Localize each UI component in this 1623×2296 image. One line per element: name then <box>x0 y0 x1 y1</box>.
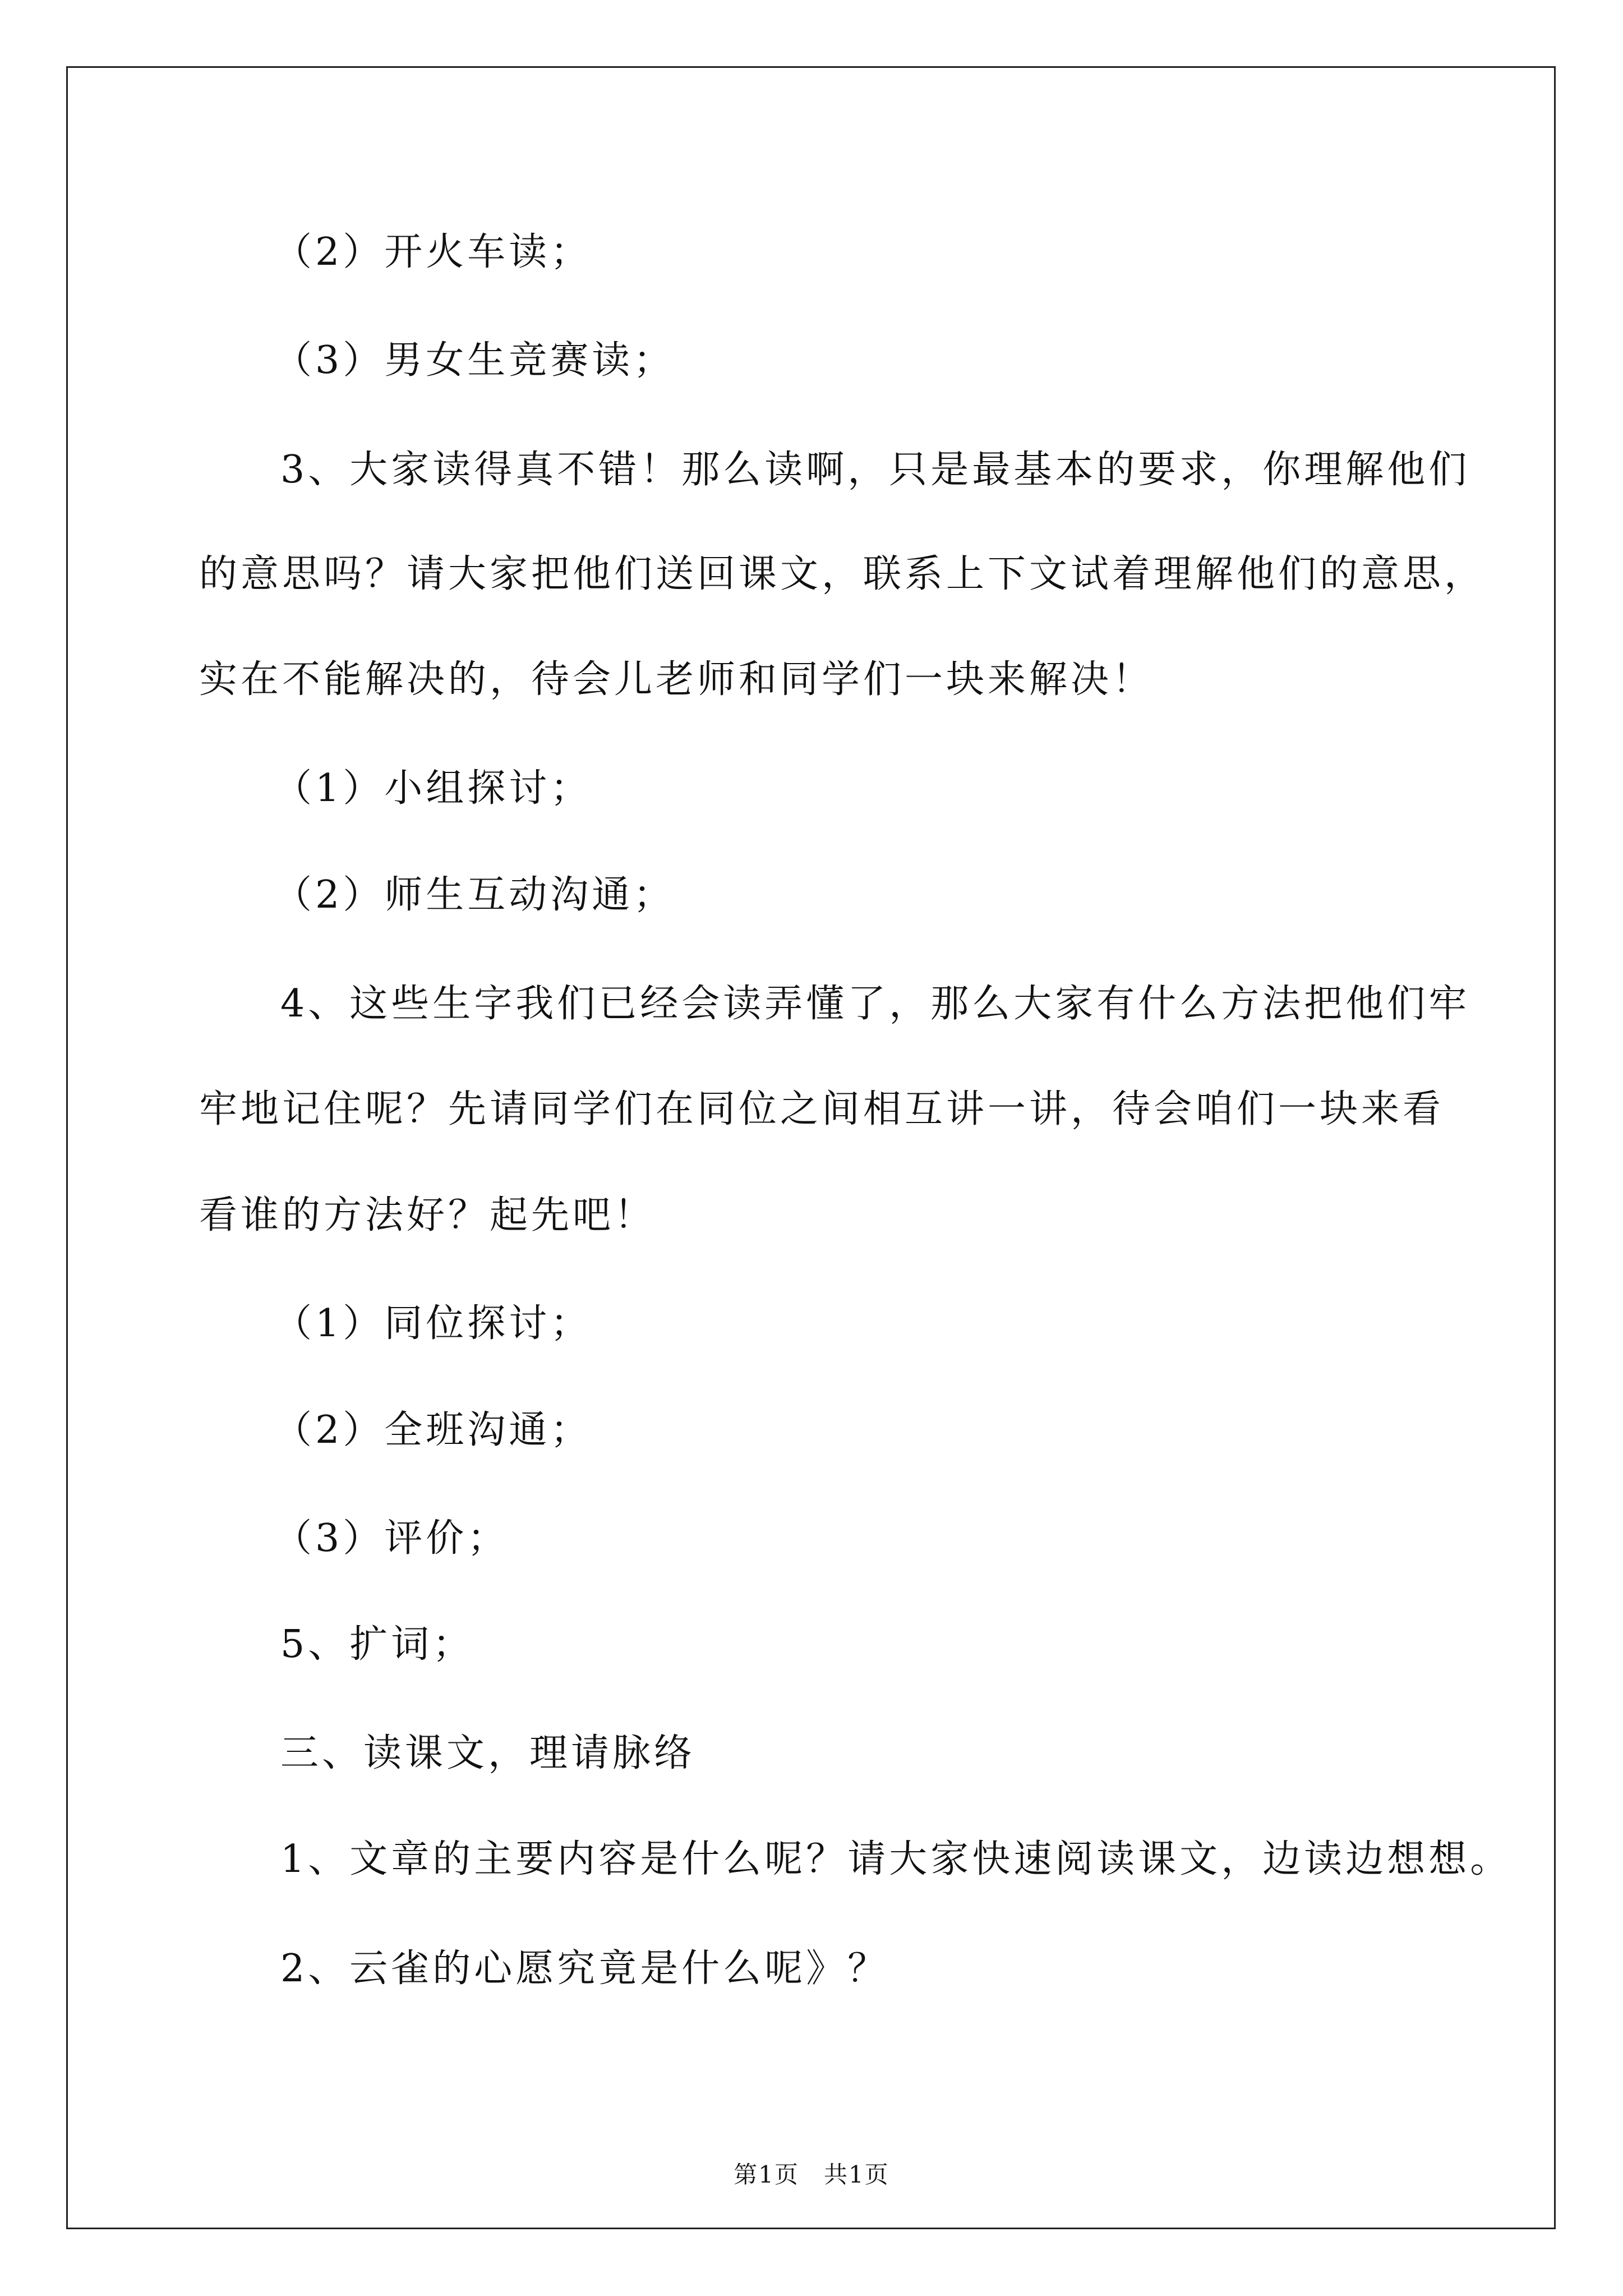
text-line: （1）同位探讨； <box>274 1301 592 1346</box>
text-line: （2）全班沟通； <box>274 1408 592 1452</box>
text-line: （1）小组探讨； <box>274 766 592 811</box>
section-heading: 三、读课文，理请脉络 <box>280 1731 696 1775</box>
text-line: 看谁的方法好？起先吧！ <box>199 1193 656 1237</box>
text-line: （3）评价； <box>274 1516 509 1561</box>
text-line: 的意思吗？请大家把他们送回课文，联系上下文试着理解他们的意思， <box>199 552 1486 596</box>
page-border <box>66 66 1556 2229</box>
page-number-footer: 第1页 共1页 <box>734 2161 889 2188</box>
text-line: 实在不能解决的，待会儿老师和同学们一块来解决！ <box>199 657 1154 702</box>
text-line: （3）男女生竞赛读； <box>274 338 675 383</box>
text-line: 牢地记住呢？先请同学们在同位之间相互讲一讲，待会咱们一块来看 <box>199 1087 1445 1131</box>
text-line: 4、这些生字我们已经会读弄懂了，那么大家有什么方法把他们牢 <box>280 982 1470 1026</box>
text-line: 3、大家读得真不错！那么读啊，只是最基本的要求，你理解他们 <box>280 448 1470 492</box>
text-line: 1、文章的主要内容是什么呢？请大家快速阅读课文，边读边想想。 <box>280 1837 1512 1881</box>
text-line: 5、扩词； <box>280 1622 474 1667</box>
text-line: （2）开火车读； <box>274 230 592 274</box>
text-line: （2）师生互动沟通； <box>274 873 675 917</box>
text-line: 2、云雀的心愿究竟是什么呢》？ <box>280 1947 889 1991</box>
